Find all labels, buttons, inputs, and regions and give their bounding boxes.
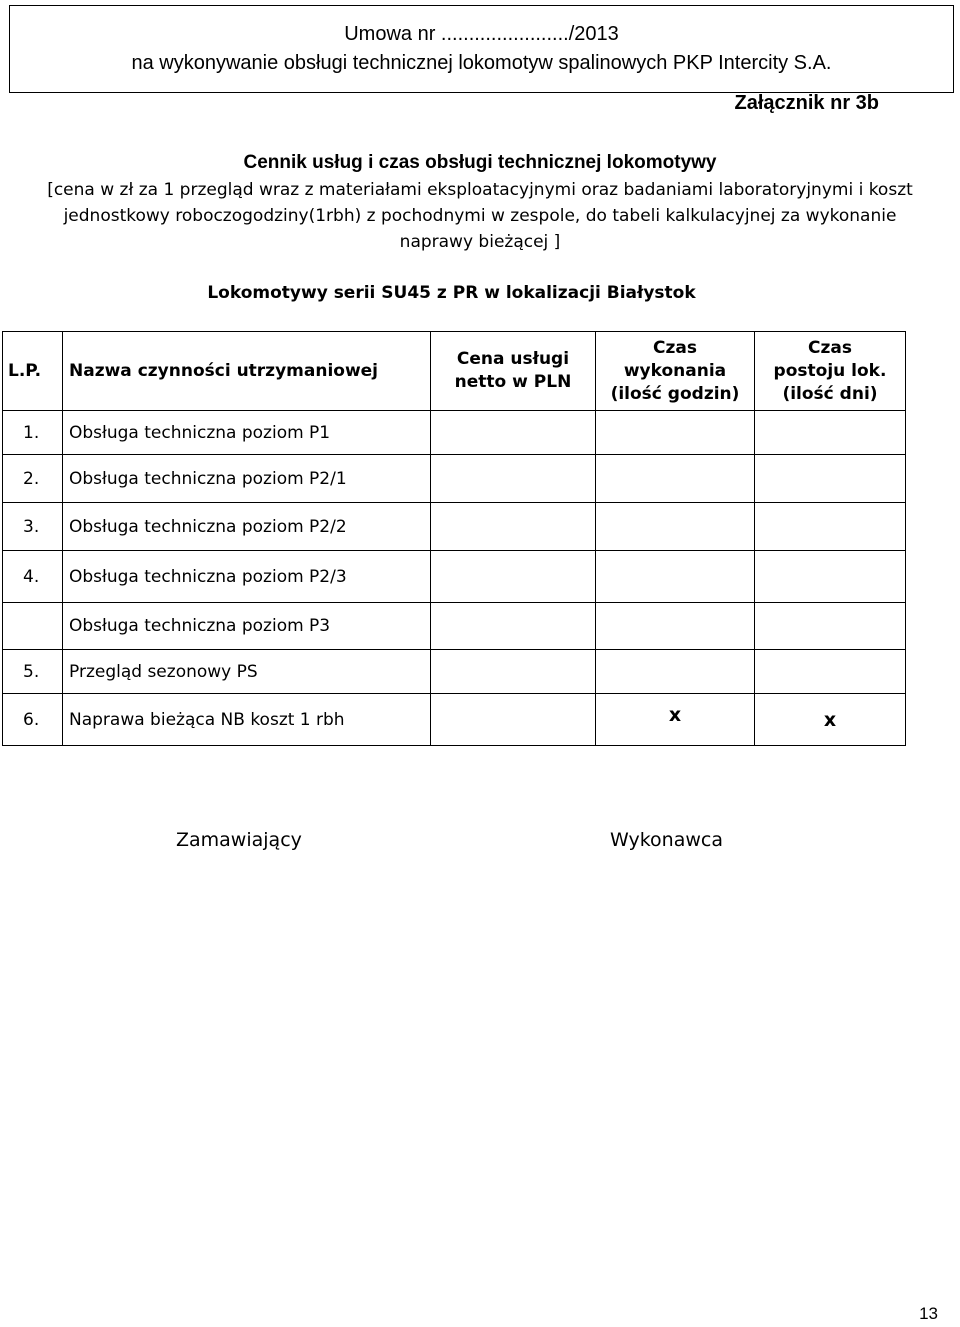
row-days[interactable] (755, 455, 906, 503)
row-hours[interactable] (596, 455, 755, 503)
row-lp: 3. (3, 503, 63, 551)
row-name: Obsługa techniczna poziom P2/1 (63, 455, 431, 503)
row-hours (596, 694, 755, 746)
row-days[interactable] (755, 650, 906, 694)
header-lp: L.P. (3, 332, 63, 411)
row-name: Obsługa techniczna poziom P3 (63, 603, 431, 650)
table-row (3, 551, 906, 603)
row-price[interactable] (431, 411, 596, 455)
table-row (3, 411, 906, 455)
table-row (3, 503, 906, 551)
row-name: Przegląd sezonowy PS (63, 650, 431, 694)
not-applicable-mark: x (823, 708, 837, 731)
header-days: Czas postoju lok. (ilość dni) (755, 332, 906, 411)
price-description: [cena w zł za 1 przegląd wraz z materiałami eksploatacyjnymi oraz badaniami laboratoryjnymi i koszt jednostkowy roboczogodziny(1rbh) z pochodnymi w zespole, do tabeli kalkulacyjnej za wykonanie naprawy bieżącej ] (47, 180, 913, 252)
row-days (755, 694, 906, 746)
row-lp: 6. (3, 694, 63, 746)
document-title: Cennik usług i czas obsługi technicznej lokomotywy (243, 152, 717, 173)
row-days[interactable] (755, 551, 906, 603)
row-price[interactable] (431, 603, 596, 650)
contract-subject: na wykonywanie obsługi technicznej lokomotyw spalinowych PKP Intercity S.A. (131, 52, 832, 74)
page-number: 13 (919, 1304, 938, 1323)
row-price[interactable] (431, 455, 596, 503)
row-hours[interactable] (596, 503, 755, 551)
row-lp: 4. (3, 551, 63, 603)
signature-client: Zamawiający (176, 829, 302, 851)
row-hours[interactable] (596, 551, 755, 603)
signature-contractor: Wykonawca (610, 829, 723, 851)
table-row (3, 694, 906, 746)
contract-number: Umowa nr ......................./2013 (344, 23, 619, 45)
row-days[interactable] (755, 411, 906, 455)
row-name: Obsługa techniczna poziom P1 (63, 411, 431, 455)
row-price[interactable] (431, 503, 596, 551)
row-hours[interactable] (596, 603, 755, 650)
row-name: Obsługa techniczna poziom P2/2 (63, 503, 431, 551)
not-applicable-mark: x (668, 703, 682, 726)
row-lp: 2. (3, 455, 63, 503)
header-price: Cena usługi netto w PLN (431, 332, 596, 411)
row-days[interactable] (755, 503, 906, 551)
header-name: Nazwa czynności utrzymaniowej (63, 332, 431, 411)
contract-header-box (9, 5, 954, 93)
row-lp: 5. (3, 650, 63, 694)
row-price[interactable] (431, 694, 596, 746)
row-lp: 1. (3, 411, 63, 455)
locomotive-location: Lokomotywy serii SU45 z PR w lokalizacji Białystok (207, 283, 696, 303)
row-price[interactable] (431, 650, 596, 694)
row-hours[interactable] (596, 411, 755, 455)
annex-label: Załącznik nr 3b (734, 92, 879, 114)
row-lp (3, 603, 63, 650)
row-days[interactable] (755, 603, 906, 650)
row-name: Naprawa bieżąca NB koszt 1 rbh (63, 694, 431, 746)
table-row (3, 603, 906, 650)
row-name: Obsługa techniczna poziom P2/3 (63, 551, 431, 603)
header-hours: Czas wykonania (ilość godzin) (596, 332, 755, 411)
table-header-row (3, 332, 906, 411)
row-hours[interactable] (596, 650, 755, 694)
row-price[interactable] (431, 551, 596, 603)
table-row (3, 650, 906, 694)
table-row (3, 455, 906, 503)
price-table (2, 331, 906, 746)
